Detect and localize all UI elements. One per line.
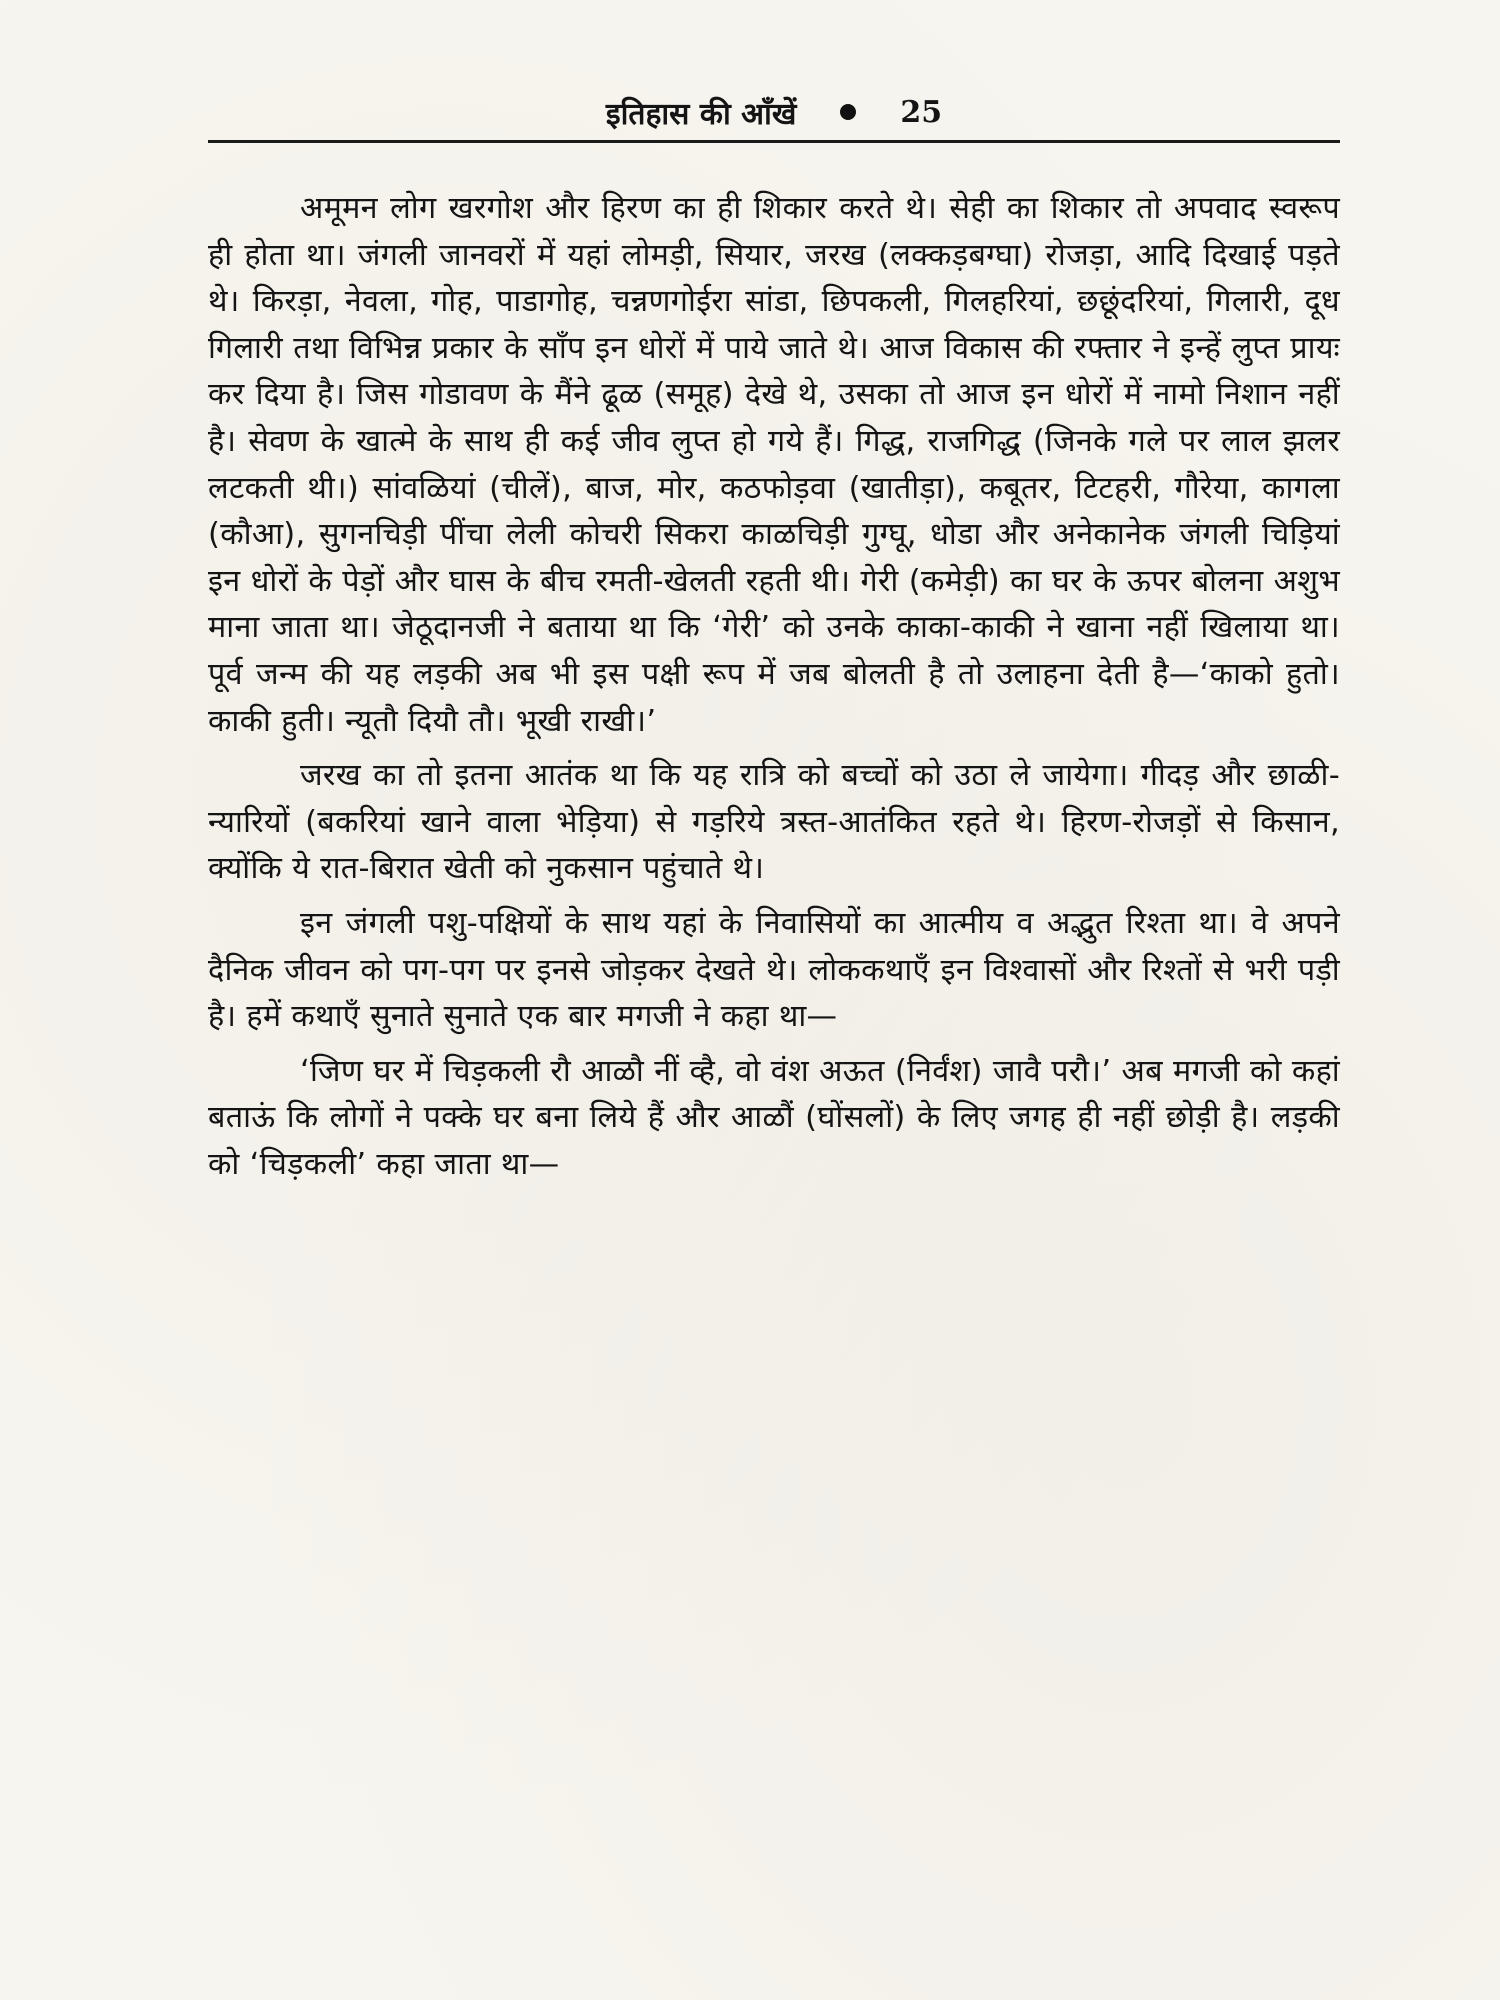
book-title: इतिहास की आँखें — [605, 96, 797, 132]
page-number: 25 — [900, 94, 943, 130]
header-rule — [208, 140, 1340, 143]
paragraph-2: जरख का तो इतना आतंक था कि यह रात्रि को बच्चों को उठा ले जायेगा। गीदड़ और छाळी-न्यारियों (बकरियां खाने वाला भेड़िया) से गड़रिये त्रस्त-आतंकित रहते थे। हिरण-रोजड़ों से किसान, क्योंकि ये रात-बिरात खेती को नुकसान पहुंचाते थे। — [208, 758, 1340, 887]
paragraph-3: इन जंगली पशु-पक्षियों के साथ यहां के निवासियों का आत्मीय व अद्भुत रिश्ता था। वे अपने दैनिक जीवन को पग-पग पर इनसे जोड़कर देखते थे। लोककथाएँ इन विश्वासों और रिश्तों से भरी पड़ी है। हमें कथाएँ सुनाते सुनाते एक बार मगजी ने कहा था— — [208, 905, 1340, 1035]
bullet-icon — [840, 104, 856, 120]
body-text — [208, 186, 1340, 1196]
running-head — [208, 82, 1340, 142]
paragraph-4: ‘जिण घर में चिड़कली रौ आळौ नीं व्है, वो वंश अऊत (निर्वंश) जावै परौ।’ अब मगजी को कहां बताऊं कि लोगों ने पक्के घर बना लिये हैं और आळौं (घोंसलों) के लिए जगह ही नहीं छोड़ी है। लड़की को ‘चिड़कली’ कहा जाता था— — [208, 1053, 1340, 1182]
paragraph-1: अमूमन लोग खरगोश और हिरण का ही शिकार करते थे। सेही का शिकार तो अपवाद स्वरूप ही होता था। जंगली जानवरों में यहां लोमड़ी, सियार, जरख (लक्कड़बग्घा) रोजड़ा, आदि दिखाई पड़ते थे। किरड़ा, नेवला, गोह, पाडागोह, चन्नणगोईरा सांडा, छिपकली, गिलहरियां, छछूंदरियां, गिलारी, दूध गिलारी तथा विभिन्न प्रकार के साँप इन धोरों में पाये जाते थे। आज विकास की रफ्तार ने इन्हें लुप्त प्रायः कर दिया है। जिस गोडावण के मैंने ढूळ (समूह) देखे थे, उसका तो आज इन धोरों में नामो निशान नहीं है। सेवण के खात्मे के साथ ही कई जीव लुप्त हो गये हैं। गिद्ध, राजगिद्ध (जिनके गले पर लाल झलर लटकती थी।) सांवळियां (चीलें), बाज, मोर, कठफोड़वा (खातीड़ा), कबूतर, टिटहरी, गौरेया, कागला (कौआ), सुगनचिड़ी पींचा लेली कोचरी सिकरा काळचिड़ी गुग्घू, धोडा और अनेकानेक जंगली चिड़ियां इन धोरों के पेड़ों और घास के बीच रमती-खेलती रहती थी। गेरी (कमेड़ी) का घर के ऊपर बोलना अशुभ माना जाता था। जेठूदानजी ने बताया था कि ‘गेरी’ को उनके काका-काकी ने खाना नहीं खिलाया था। पूर्व जन्म की यह लड़की अब भी इस पक्षी रूप में जब बोलती है तो उलाहना देती है—‘काको हुतो। काकी हुती। न्यूतौ दियौ तौ। भूखी राखी।’ — [208, 191, 1340, 739]
